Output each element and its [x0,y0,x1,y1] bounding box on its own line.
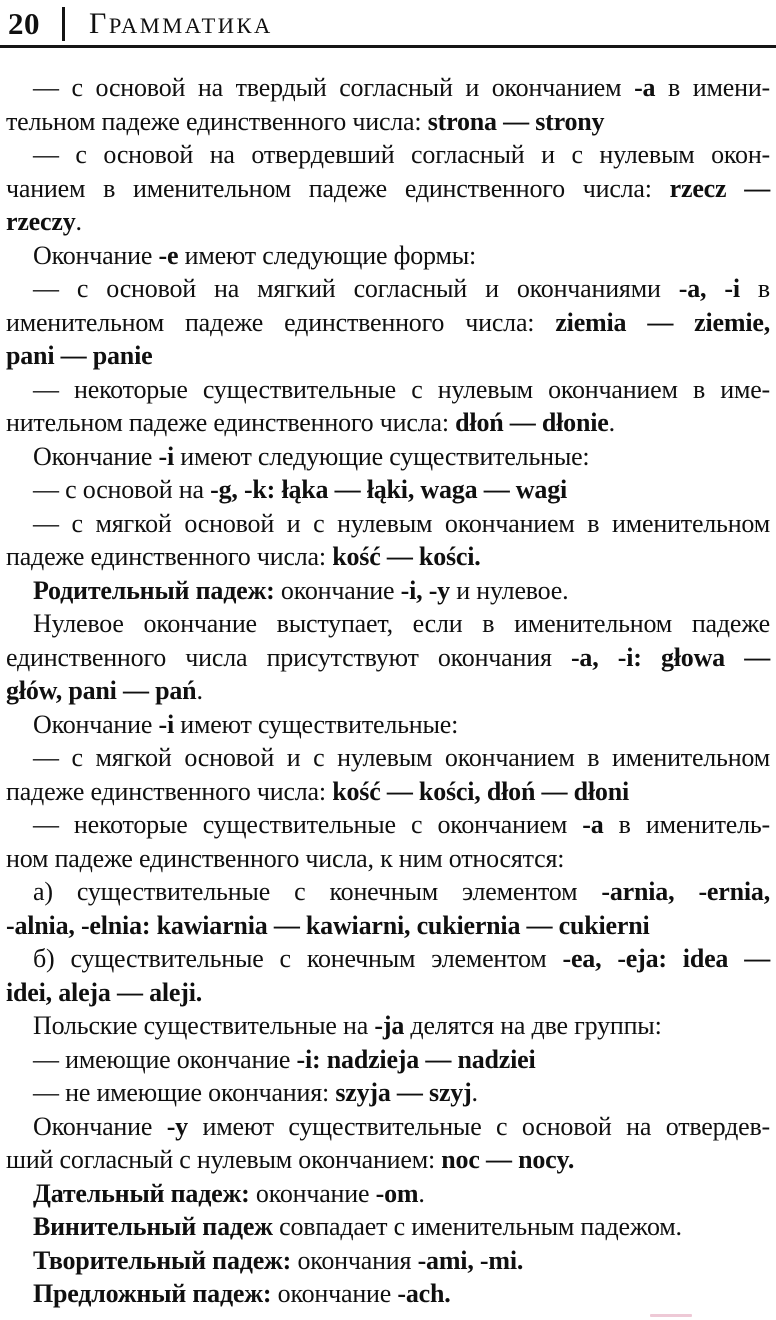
text-line: — некоторые существительные с нулевым окончанием в име- [33,374,770,404]
text-line: — с мягкой основой и с нулевым окончанием в именительном [33,508,770,538]
text-line: чанием в именительном падеже единственного числа: rzecz — [6,173,771,203]
text-line: — с основой на отвердевший согласный и с нулевым окон- [33,140,770,169]
text-line: Родительный падеж: окончание -i, -y и нулевое. [33,575,569,605]
text-line: — некоторые существительные с окончанием -a в именитель- [33,810,770,839]
text-line: — имеющие окончание -i: nadzieja — nadziei [33,1044,536,1074]
text-line: именительном падеже единственного числа: ziemia — ziemie, [6,307,770,337]
text-line: -alnia, -elnia: kawiarnia — kawiarni, cukiernia — cukierni [6,910,650,940]
text-line: Винительный падеж совпадает с именительным падежом. [33,1212,682,1241]
text-line: — с основой на -g, -k: łąka — łąki, waga — wagi [33,475,568,504]
text-line: Дательный падеж: окончание -om. [33,1178,425,1208]
text-line: pani — panie [6,341,153,370]
text-line: падеже единственного числа: kość — kości. [6,542,481,571]
text-line: Окончание -i имеют следующие существительные: [33,441,590,471]
text-line: ном падеже единственного числа, к ним относятся: [6,843,565,873]
running-head [0,0,776,44]
text-line: rzeczy. [6,207,82,236]
text-line: Предложный падеж: окончание -ach. [33,1279,451,1308]
text-line: падеже единственного числа: kość — kości, dłoń — dłoni [6,776,629,806]
text-line: — с основой на мягкий согласный и окончаниями -a, -i в [33,274,770,303]
header-rule [0,45,776,48]
scan-artifact-line [650,1314,692,1317]
text-line: Польские существительные на -ja делятся на две группы: [33,1011,662,1040]
header-divider-bar [62,7,65,41]
text-line: Творительный падеж: окончания -ami, -mi. [33,1245,524,1275]
section-title [89,5,273,39]
text-line: — с мягкой основой и с нулевым окончанием в именительном [33,743,770,772]
text-line: Окончание -e имеют следующие формы: [33,240,477,270]
text-line: Окончание -y имеют существительные с основой на отвердев- [33,1111,770,1141]
page-number: 20 [8,5,40,41]
text-line: — не имеющие окончания: szyja — szyj. [33,1078,478,1107]
text-line: Нулевое окончание выступает, если в именительном падеже [33,609,770,638]
text-line: — с основой на твердый согласный и окончанием -a в имени- [33,73,770,102]
text-line: а) существительные с конечным элементом -arnia, -ernia, [33,877,770,906]
text-line: б) существительные с конечным элементом -ea, -eja: idea — [33,944,770,973]
text-line: тельном падеже единственного числа: strona — strony [6,106,605,136]
text-line: idei, aleja — aleji. [6,977,203,1007]
page-body [6,71,770,1311]
text-line: głów, pani — pań. [6,676,203,705]
section-title-initial: Г [89,7,109,40]
text-line: нительном падеже единственного числа: dłoń — dłonie. [6,408,615,437]
text-line: единственного числа присутствуют окончания -a, -i: głowa — [6,642,770,672]
section-title-smallcaps: РАММАТИКА [108,13,273,38]
text-line: ший согласный с нулевым окончанием: noc — nocy. [6,1145,575,1174]
text-line: Окончание -i имеют существительные: [33,709,459,739]
